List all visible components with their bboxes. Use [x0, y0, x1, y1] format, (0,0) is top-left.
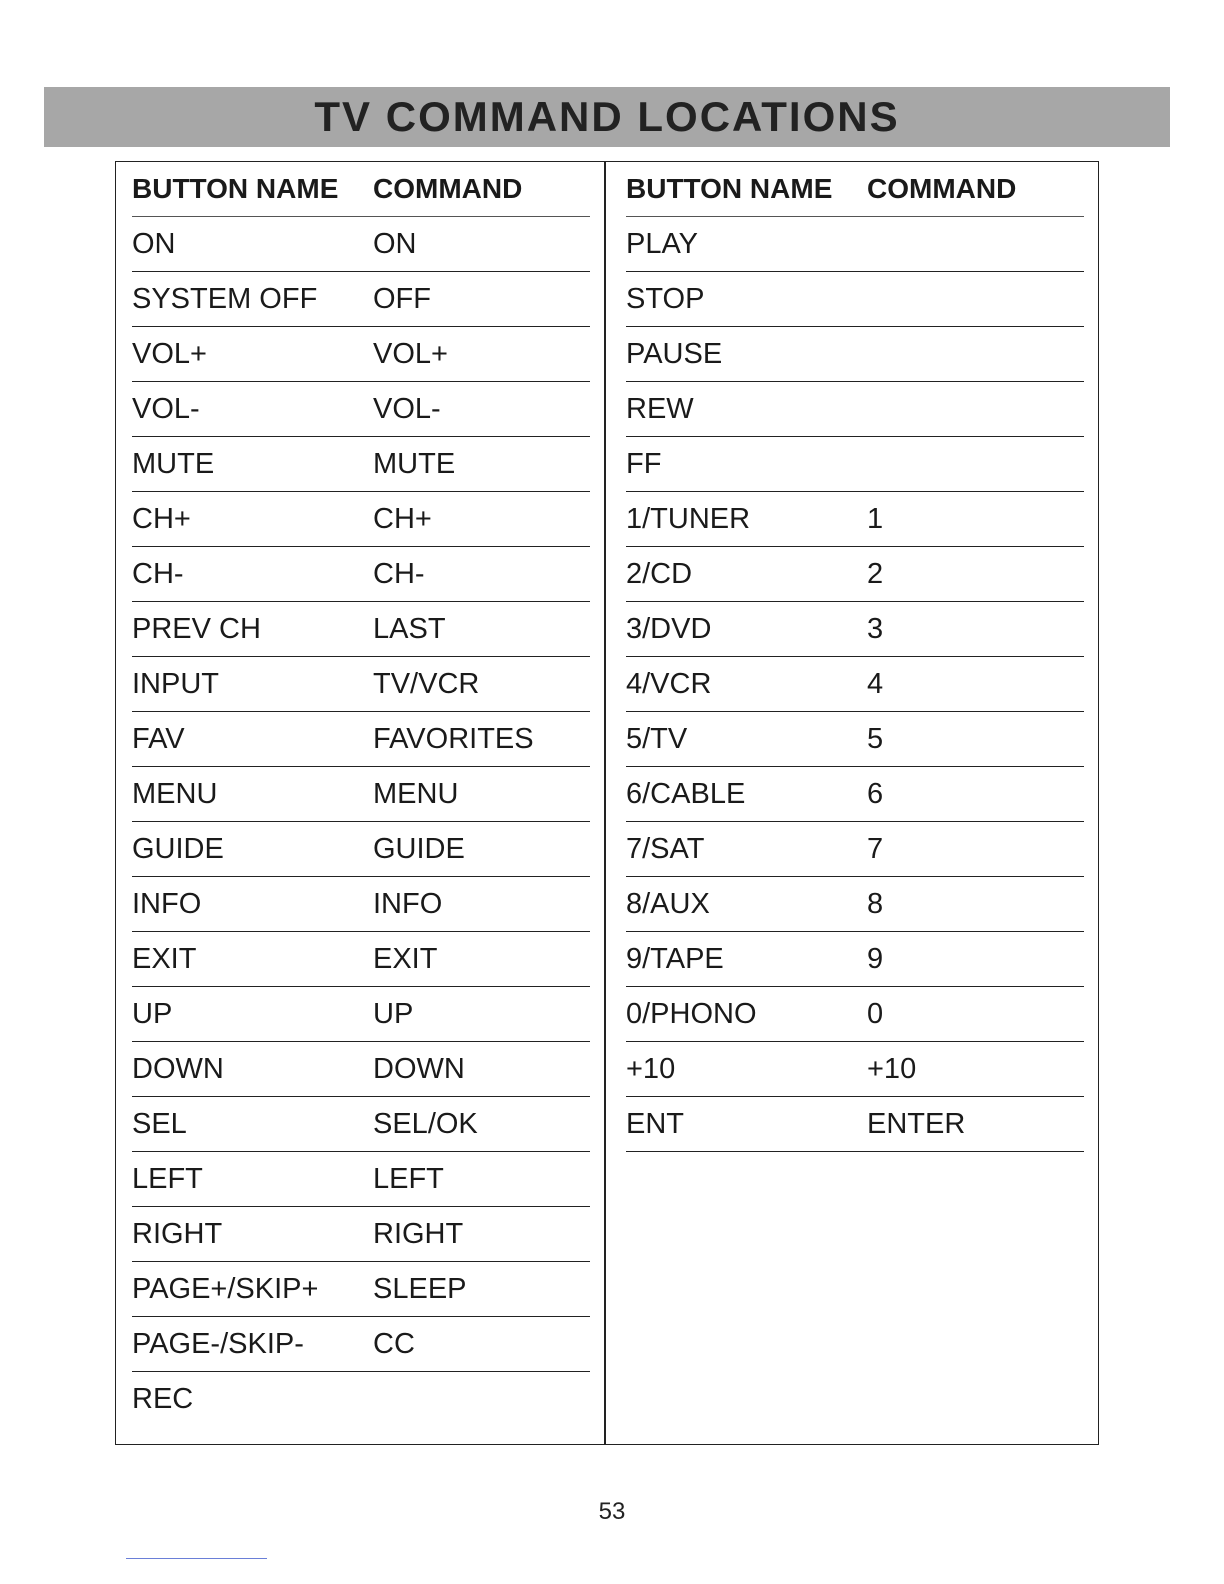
table-row — [132, 602, 590, 657]
button-name-cell: SEL — [132, 1107, 187, 1140]
header-button-name: BUTTON NAME — [132, 173, 339, 204]
button-name-cell: 8/AUX — [626, 887, 710, 920]
button-name-cell: PAGE+/SKIP+ — [132, 1272, 319, 1305]
command-cell: VOL- — [373, 392, 441, 425]
command-cell: 9 — [867, 942, 884, 975]
table-row — [132, 932, 590, 987]
button-name-cell: STOP — [626, 282, 705, 315]
button-name-cell: MENU — [132, 777, 218, 810]
table-row — [132, 217, 590, 272]
command-cell: ON — [373, 227, 417, 260]
table-row — [626, 767, 1084, 822]
table-row — [132, 1262, 590, 1317]
button-name-cell: 6/CABLE — [626, 777, 746, 810]
right-rows — [626, 217, 1084, 1152]
command-cell: 4 — [867, 667, 884, 700]
command-cell: DOWN — [373, 1052, 465, 1085]
command-cell: VOL+ — [373, 337, 448, 370]
command-cell: TV/VCR — [373, 667, 480, 700]
table-row — [626, 492, 1084, 547]
button-name-cell: 5/TV — [626, 722, 688, 755]
command-cell: +10 — [867, 1052, 917, 1085]
command-cell: 8 — [867, 887, 884, 920]
table-row — [132, 987, 590, 1042]
command-cell: EXIT — [373, 942, 438, 975]
command-table — [115, 161, 1099, 1445]
command-cell: RIGHT — [373, 1217, 464, 1250]
table-row — [132, 547, 590, 602]
button-name-cell: INFO — [132, 887, 202, 920]
button-name-cell: PLAY — [626, 227, 699, 260]
button-name-cell: REC — [132, 1383, 194, 1415]
command-cell: 6 — [867, 777, 884, 810]
button-name-cell: 9/TAPE — [626, 942, 724, 975]
button-name-cell: VOL- — [132, 392, 200, 425]
command-cell: MENU — [373, 777, 459, 810]
command-cell: 1 — [867, 502, 884, 535]
table-row — [626, 987, 1084, 1042]
command-cell: CH+ — [373, 502, 432, 535]
table-row — [132, 877, 590, 932]
table-row — [626, 437, 1084, 492]
table-row — [626, 1097, 1084, 1152]
footer-line — [126, 1558, 267, 1559]
command-cell: LEFT — [373, 1162, 444, 1195]
table-row — [626, 932, 1084, 987]
button-name-cell: ON — [132, 227, 176, 260]
button-name-cell: CH+ — [132, 502, 191, 535]
table-row — [132, 1207, 590, 1262]
button-name-cell: REW — [626, 392, 694, 425]
command-cell: 3 — [867, 612, 884, 645]
command-cell: 0 — [867, 997, 884, 1030]
column-divider — [604, 162, 606, 1444]
table-row — [132, 1152, 590, 1207]
command-cell: GUIDE — [373, 832, 465, 865]
table-row — [626, 547, 1084, 602]
button-name-cell: +10 — [626, 1052, 676, 1085]
header-command: COMMAND — [867, 173, 1017, 204]
title-bar — [44, 87, 1170, 147]
table-row — [132, 822, 590, 877]
table-row — [132, 492, 590, 547]
table-row — [626, 327, 1084, 382]
command-cell: UP — [373, 997, 414, 1030]
button-name-cell: PREV CH — [132, 612, 261, 645]
button-name-cell: FAV — [132, 722, 185, 755]
table-row — [626, 382, 1084, 437]
button-name-cell: MUTE — [132, 447, 215, 480]
command-cell: MUTE — [373, 447, 456, 480]
table-row — [626, 272, 1084, 327]
table-row — [626, 1042, 1084, 1097]
button-name-cell: 0/PHONO — [626, 997, 757, 1030]
button-name-cell: 3/DVD — [626, 612, 712, 645]
command-cell: CC — [373, 1327, 415, 1360]
button-name-cell: DOWN — [132, 1052, 224, 1085]
right-column — [626, 162, 1084, 1152]
page-number: 53 — [598, 1498, 626, 1525]
table-row — [626, 877, 1084, 932]
left-column — [132, 162, 590, 1427]
table-row — [132, 657, 590, 712]
button-name-cell: UP — [132, 997, 173, 1030]
table-row — [132, 712, 590, 767]
button-name-cell: 7/SAT — [626, 832, 705, 865]
command-cell: OFF — [373, 282, 431, 315]
command-cell: SEL/OK — [373, 1107, 478, 1140]
table-row — [132, 767, 590, 822]
button-name-cell: SYSTEM OFF — [132, 282, 318, 315]
right-header-row — [626, 162, 1084, 217]
table-row — [132, 382, 590, 437]
table-row — [626, 822, 1084, 877]
command-cell: LAST — [373, 612, 446, 645]
header-button-name: BUTTON NAME — [626, 173, 833, 204]
table-row — [626, 657, 1084, 712]
button-name-cell: FF — [626, 447, 662, 480]
table-row — [132, 1097, 590, 1152]
button-name-cell: LEFT — [132, 1162, 203, 1195]
command-cell: FAVORITES — [373, 722, 534, 755]
table-row — [132, 272, 590, 327]
button-name-cell: PAGE-/SKIP- — [132, 1327, 304, 1360]
left-rows — [132, 217, 590, 1427]
table-row — [132, 1042, 590, 1097]
button-name-cell: CH- — [132, 557, 184, 590]
button-name-cell: 2/CD — [626, 557, 693, 590]
table-row — [132, 1372, 590, 1427]
command-cell: ENTER — [867, 1107, 966, 1140]
table-row — [132, 437, 590, 492]
button-name-cell: INPUT — [132, 667, 219, 700]
table-row — [626, 712, 1084, 767]
button-name-cell: RIGHT — [132, 1217, 223, 1250]
command-cell: SLEEP — [373, 1272, 467, 1305]
command-cell: INFO — [373, 887, 443, 920]
button-name-cell: GUIDE — [132, 832, 224, 865]
table-row — [132, 1317, 590, 1372]
table-row — [626, 602, 1084, 657]
button-name-cell: ENT — [626, 1107, 684, 1140]
command-cell: CH- — [373, 557, 425, 590]
page-title: TV COMMAND LOCATIONS — [314, 93, 900, 140]
button-name-cell: PAUSE — [626, 337, 723, 370]
header-command: COMMAND — [373, 173, 523, 204]
table-row — [132, 327, 590, 382]
command-cell: 7 — [867, 832, 884, 865]
left-header-row — [132, 162, 590, 217]
button-name-cell: 4/VCR — [626, 667, 712, 700]
command-cell: 2 — [867, 557, 884, 590]
command-cell: 5 — [867, 722, 884, 755]
button-name-cell: 1/TUNER — [626, 502, 751, 535]
button-name-cell: EXIT — [132, 942, 197, 975]
button-name-cell: VOL+ — [132, 337, 207, 370]
table-row — [626, 217, 1084, 272]
